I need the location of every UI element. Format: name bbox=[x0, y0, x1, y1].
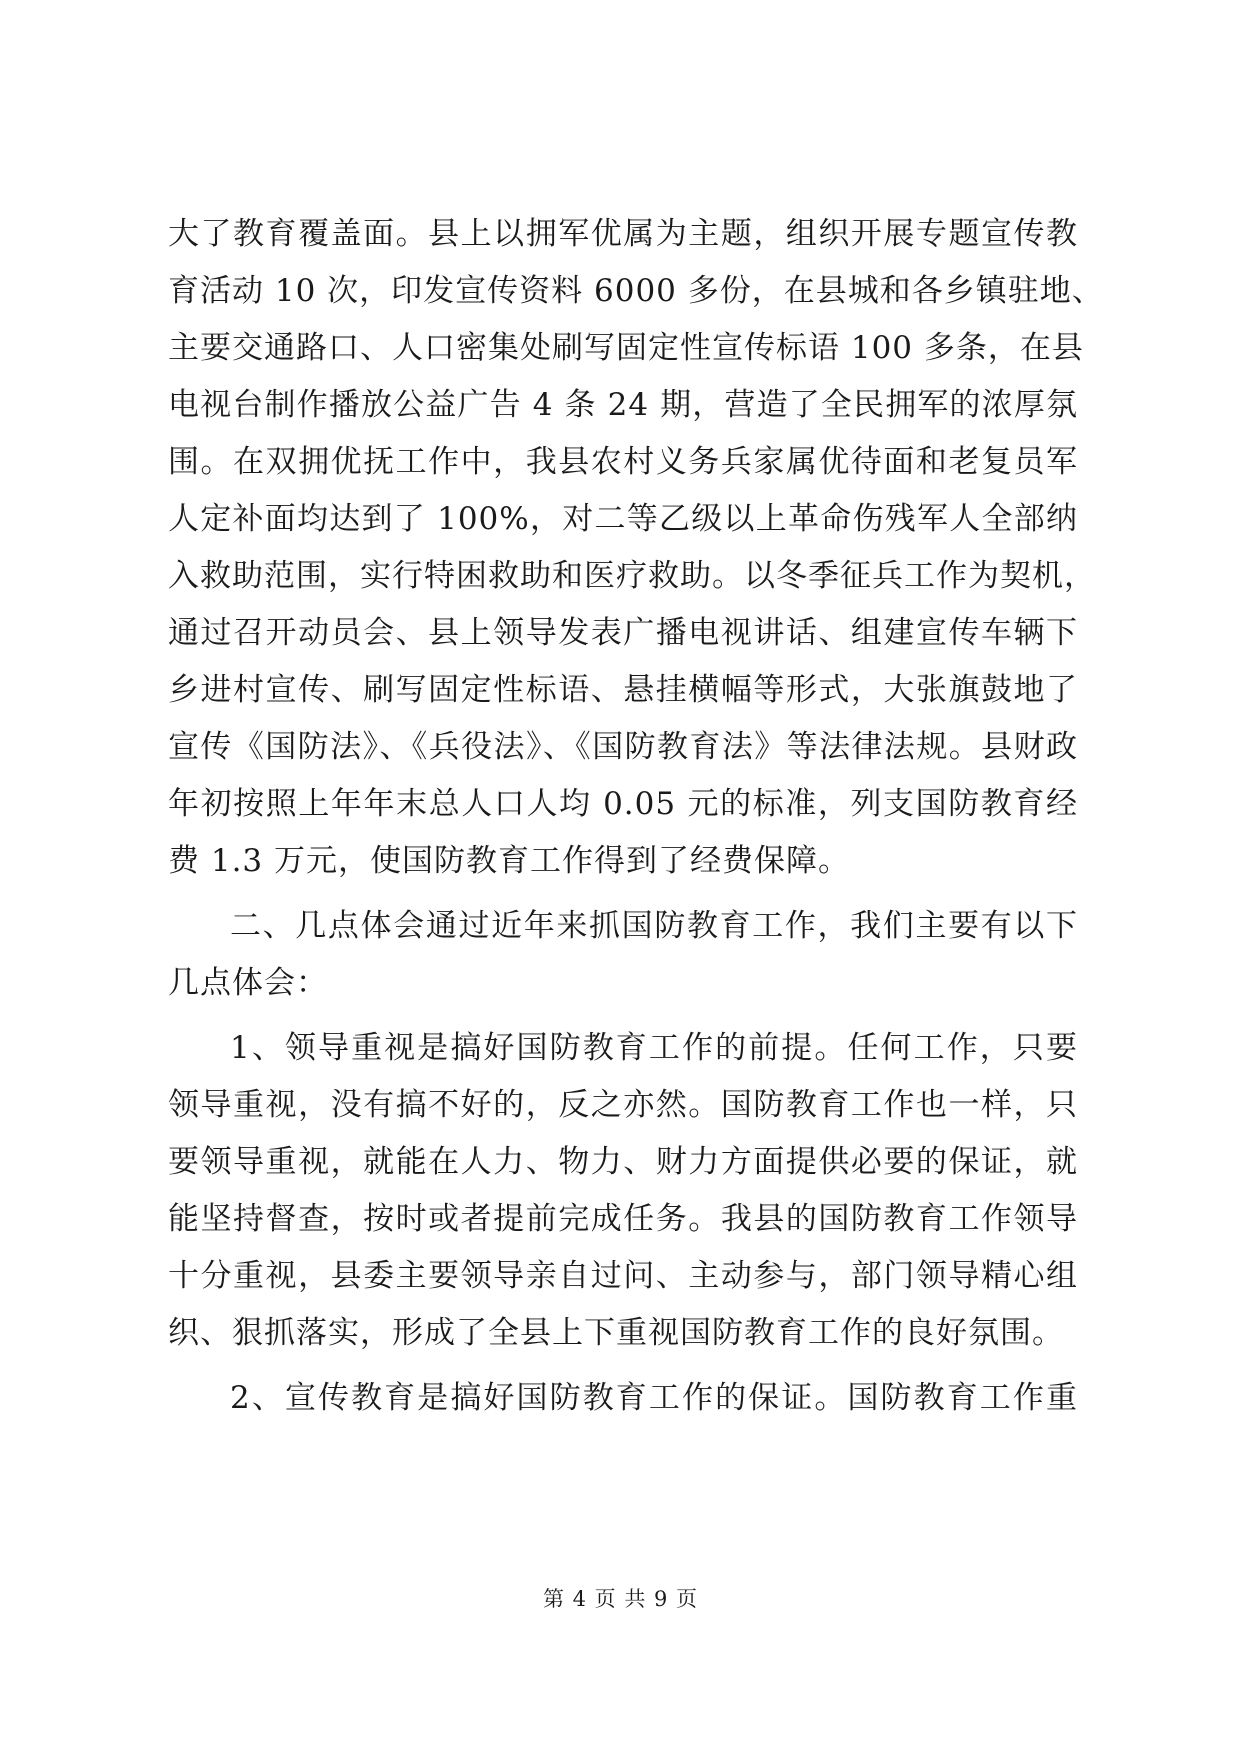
body-text-line: 要领导重视，就能在人力、物力、财力方面提供必要的保证，就 bbox=[168, 1144, 1078, 1180]
body-text-line: 费 1.3 万元，使国防教育工作得到了经费保障。 bbox=[168, 843, 851, 879]
body-text-line: 育活动 10 次，印发宣传资料 6000 多份，在县城和各乡镇驻地、 bbox=[168, 273, 1104, 309]
body-text-line: 几点体会： bbox=[168, 965, 328, 1001]
body-text-line: 宣传《国防法》、《兵役法》、《国防教育法》等法律法规。县财政 bbox=[168, 729, 1078, 765]
body-text-line: 乡进村宣传、刷写固定性标语、悬挂横幅等形式，大张旗鼓地了 bbox=[168, 672, 1078, 708]
body-text-line: 通过召开动员会、县上领导发表广播电视讲话、组建宣传车辆下 bbox=[168, 615, 1078, 651]
body-text-line: 织、狠抓落实，形成了全县上下重视国防教育工作的良好氛围。 bbox=[168, 1315, 1064, 1351]
body-text-line: 年初按照上年年末总人口人均 0.05 元的标准，列支国防教育经 bbox=[168, 786, 1078, 822]
body-text-line: 大了教育覆盖面。县上以拥军优属为主题，组织开展专题宣传教 bbox=[168, 216, 1078, 252]
body-text-line: 2、宣传教育是搞好国防教育工作的保证。国防教育工作重 bbox=[230, 1380, 1078, 1416]
body-text-line: 围。在双拥优抚工作中，我县农村义务兵家属优待面和老复员军 bbox=[168, 444, 1078, 480]
page-number-footer: 第 4 页 共 9 页 bbox=[542, 1587, 699, 1611]
body-text-line: 1、领导重视是搞好国防教育工作的前提。任何工作，只要 bbox=[230, 1030, 1078, 1066]
body-text-line: 能坚持督查，按时或者提前完成任务。我县的国防教育工作领导 bbox=[168, 1201, 1078, 1237]
section-heading-line: 二、几点体会通过近年来抓国防教育工作，我们主要有以下 bbox=[230, 908, 1078, 944]
body-text-line: 人定补面均达到了 100%，对二等乙级以上革命伤残军人全部纳 bbox=[168, 501, 1078, 537]
body-text-line: 电视台制作播放公益广告 4 条 24 期，营造了全民拥军的浓厚氛 bbox=[168, 387, 1078, 423]
body-text-line: 领导重视，没有搞不好的，反之亦然。国防教育工作也一样，只 bbox=[168, 1087, 1078, 1123]
body-text-line: 入救助范围，实行特困救助和医疗救助。以冬季征兵工作为契机， bbox=[168, 558, 1096, 594]
body-text-line: 十分重视，县委主要领导亲自过问、主动参与，部门领导精心组 bbox=[168, 1258, 1078, 1294]
body-text-line: 主要交通路口、人口密集处刷写固定性宣传标语 100 多条，在县 bbox=[168, 330, 1084, 366]
